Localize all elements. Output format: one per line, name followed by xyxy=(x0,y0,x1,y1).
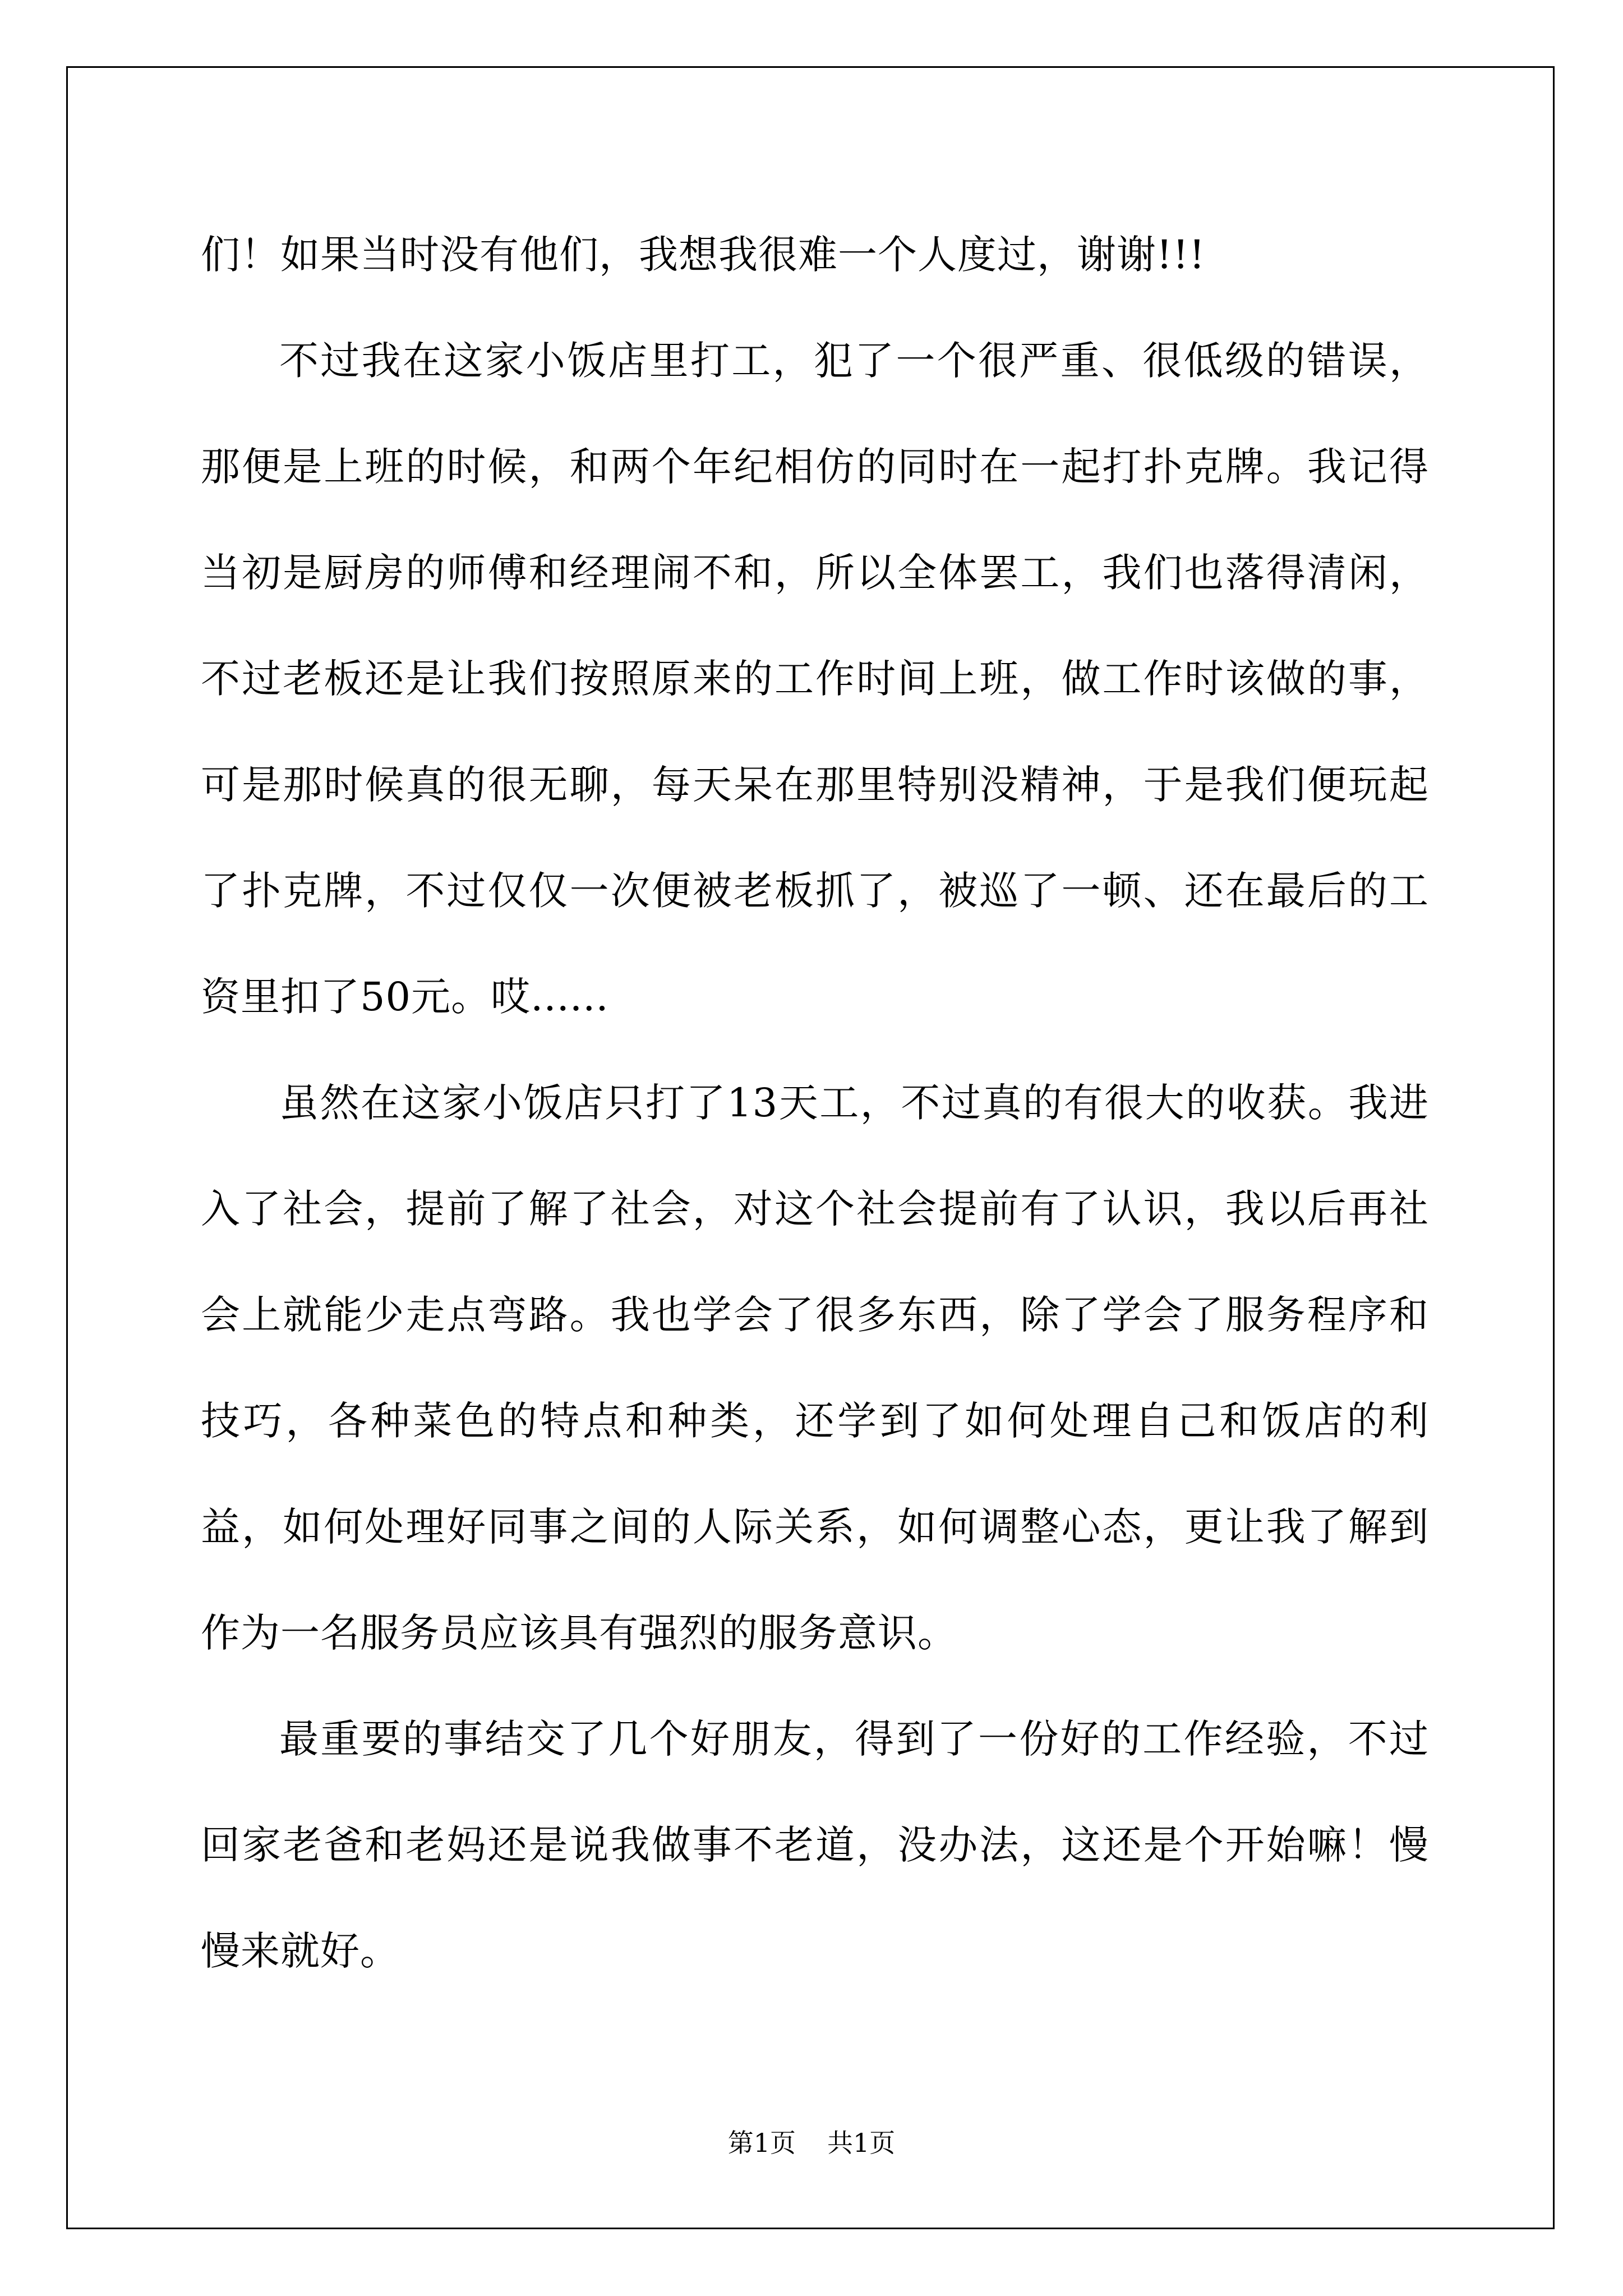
paragraph-4: 最重要的事结交了几个好朋友，得到了一份好的工作经验，不过回家老爸和老妈还是说我做事不老道，没办法，这还是个开始嘛！慢慢来就好。 xyxy=(201,1716,1429,1974)
page-footer xyxy=(0,2126,1623,2160)
page-number-total: 共1页 xyxy=(827,2128,896,2158)
paragraph-3: 虽然在这家小饭店只打了13天工，不过真的有很大的收获。我进入了社会，提前了解了社会，对这个社会提前有了认识，我以后再社会上就能少走点弯路。我也学会了很多东西，除了学会了服务程序和技巧，各种菜色的特点和种类，还学到了如何处理自己和饭店的利益，如何处理好同事之间的人际关系，如何调整心态，更让我了解到作为一名服务员应该具有强烈的服务意识。 xyxy=(201,1080,1429,1656)
paragraph-1: 们！如果当时没有他们，我想我很难一个人度过，谢谢!!! xyxy=(201,232,1206,278)
document-body xyxy=(201,202,1429,2004)
page-number-current: 第1页 xyxy=(727,2128,796,2158)
paragraph-2: 不过我在这家小饭店里打工，犯了一个很严重、很低级的错误，那便是上班的时候，和两个年纪相仿的同时在一起打扑克牌。我记得当初是厨房的师傅和经理闹不和，所以全体罢工，我们也落得清闲，不过老板还是让我们按照原来的工作时间上班，做工作时该做的事，可是那时候真的很无聊，每天呆在那里特别没精神，于是我们便玩起了扑克牌，不过仅仅一次便被老板抓了，被巡了一顿、还在最后的工资里扣了50元。哎...... xyxy=(201,338,1429,1020)
